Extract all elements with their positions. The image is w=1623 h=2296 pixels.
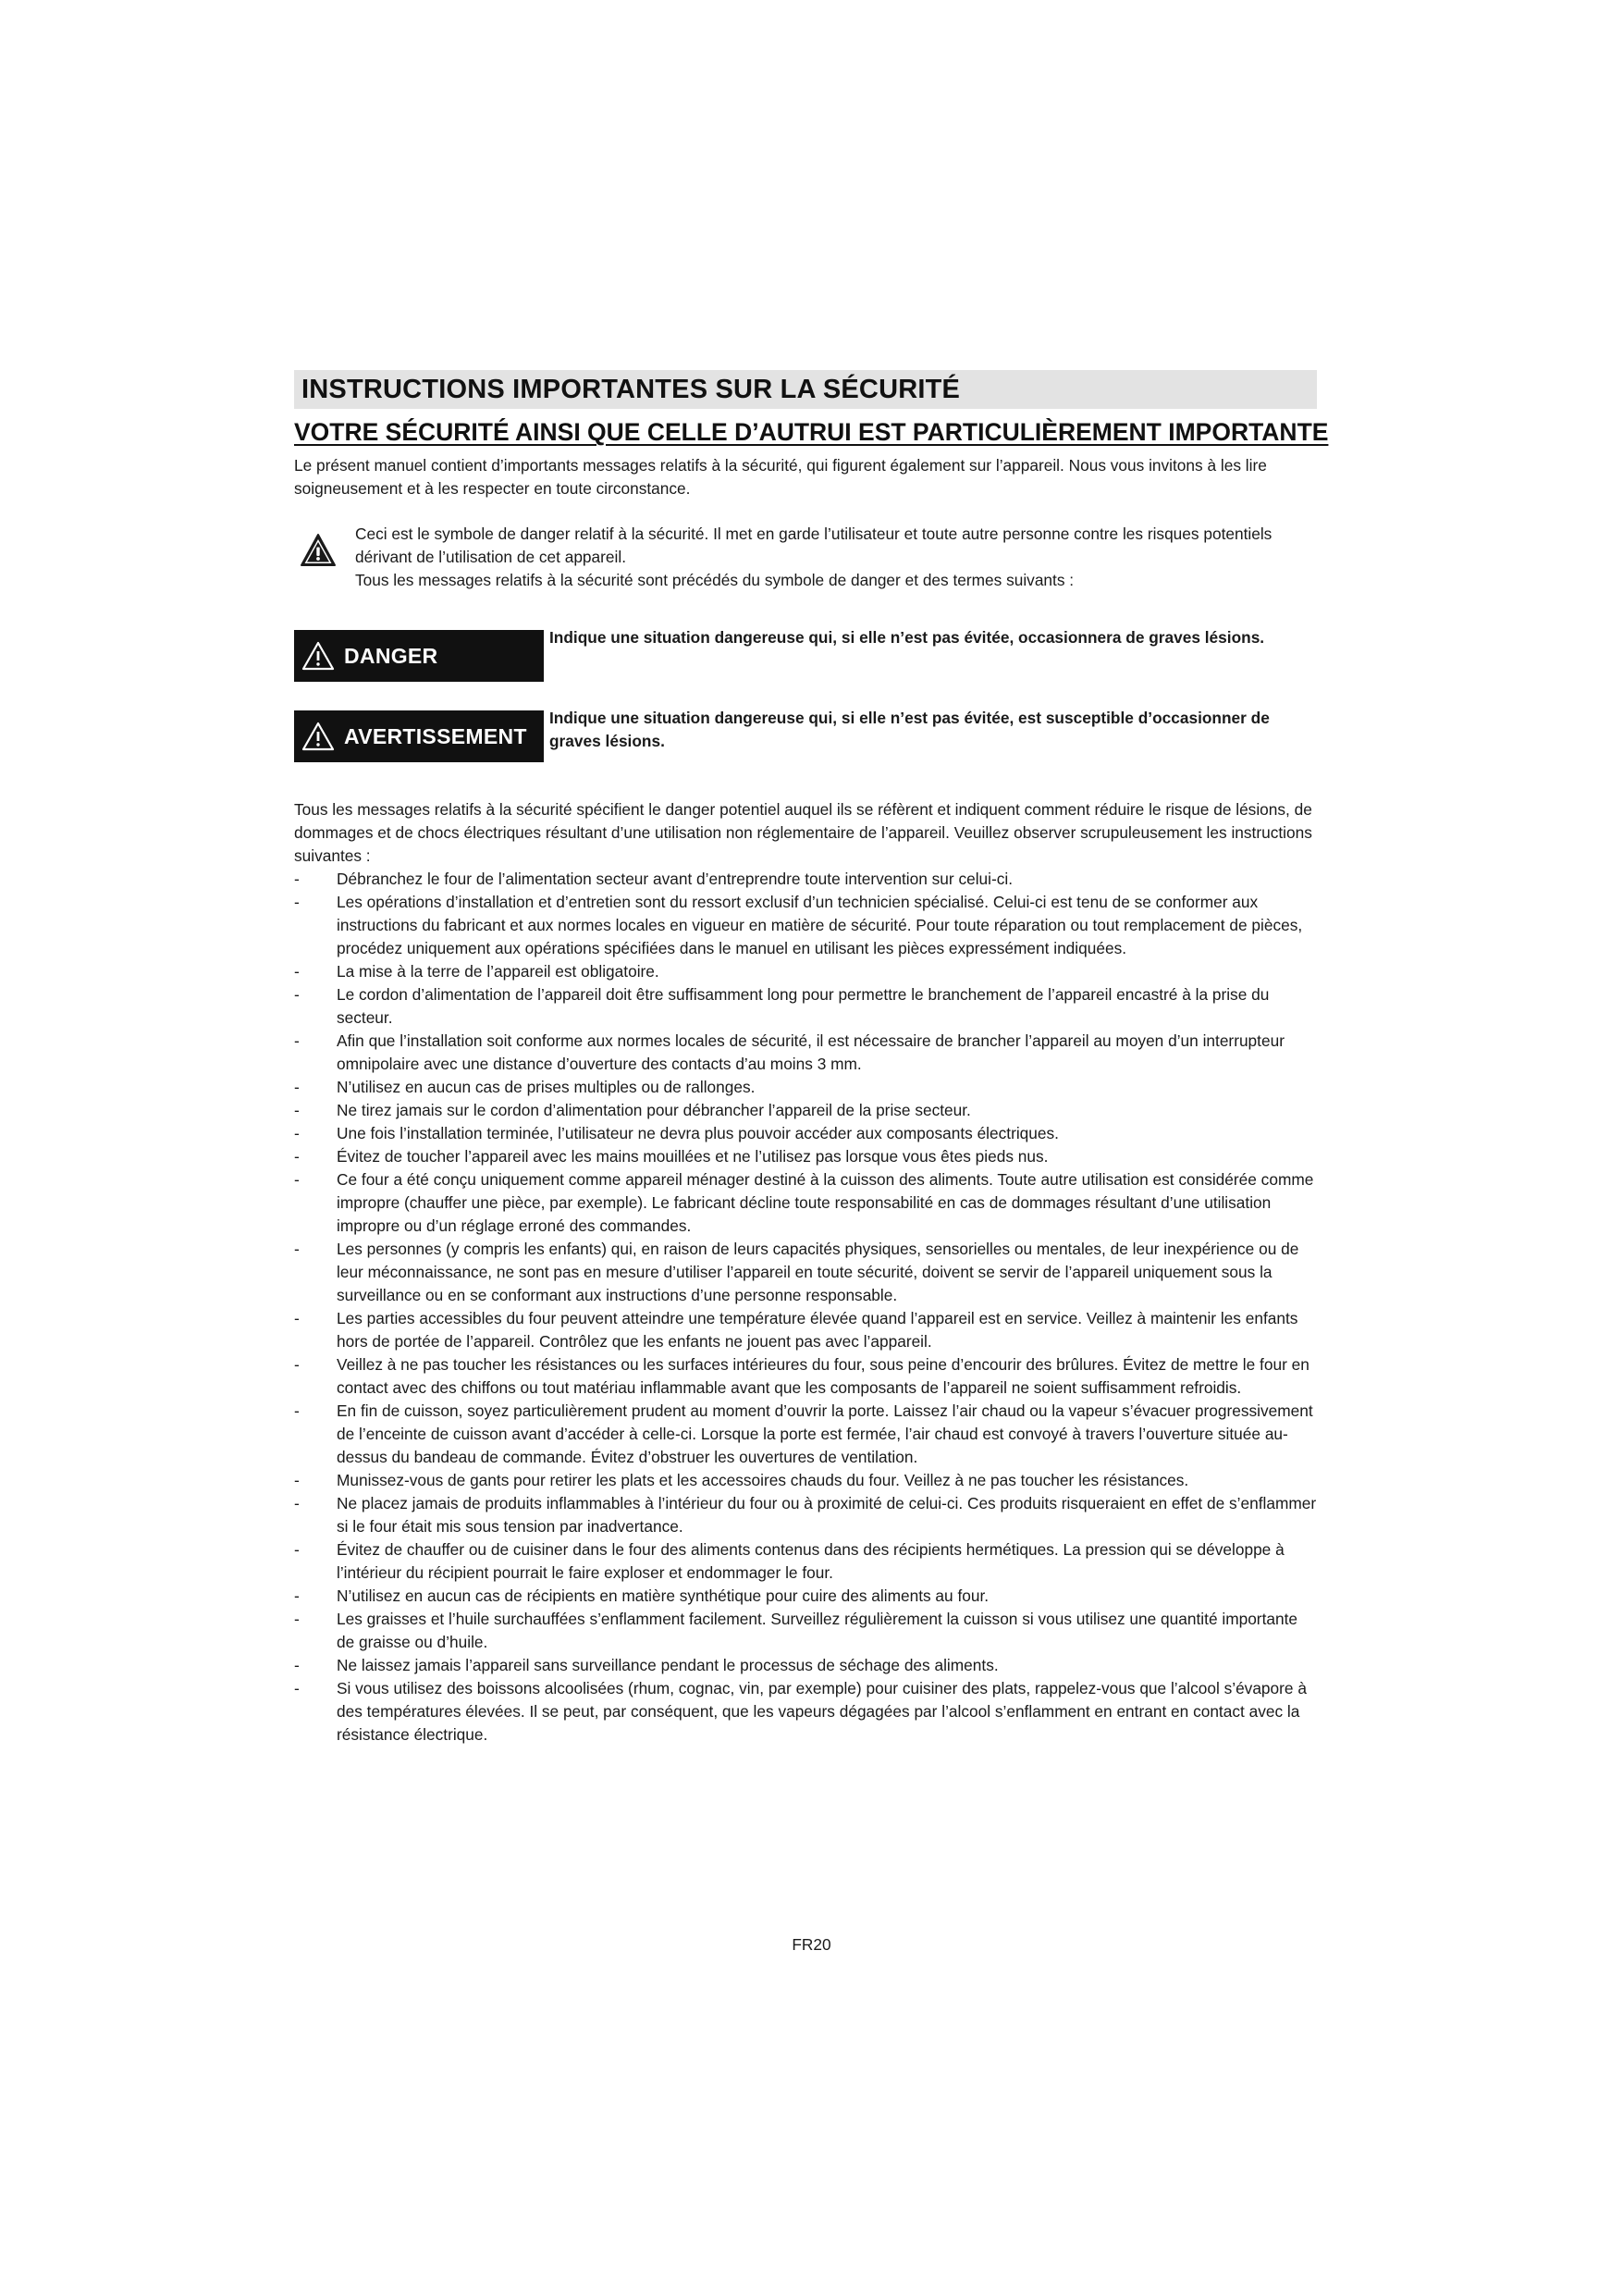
list-item: - N’utilisez en aucun cas de récipients en matière synthétique pour cuire des aliments au four. xyxy=(294,1585,1317,1608)
danger-description: Indique une situation dangereuse qui, si elle n’est pas évitée, occasionnera de graves lésions. xyxy=(549,628,1265,647)
list-item: - Évitez de chauffer ou de cuisiner dans le four des aliments contenus dans des récipients hermétiques. La pression qui se développe à l’intérieur du récipient pourrait le faire exploser et endommager le four. xyxy=(294,1538,1317,1585)
document-page xyxy=(294,370,1329,1747)
list-item: - Les graisses et l’huile surchauffées s’enflamment facilement. Surveillez régulièrement la cuisson si vous utilisez une quantité importante de graisse ou d’huile. xyxy=(294,1608,1317,1654)
list-item: - Les parties accessibles du four peuvent atteindre une température élevée quand l’appareil est en service. Veillez à maintenir les enfants hors de portée de l’appareil. Contrôlez que les enfants ne jouent pas avec l’appareil. xyxy=(294,1307,1317,1353)
list-item: - Munissez-vous de gants pour retirer les plats et les accessoires chauds du four. Veillez à ne pas toucher les résistances. xyxy=(294,1469,1317,1492)
list-item: - Débranchez le four de l’alimentation secteur avant d’entreprendre toute intervention sur celui-ci. xyxy=(294,868,1317,891)
list-item: - N’utilisez en aucun cas de prises multiples ou de rallonges. xyxy=(294,1076,1317,1099)
warning-triangle-icon xyxy=(300,532,337,569)
list-item: - Les personnes (y compris les enfants) qui, en raison de leurs capacités physiques, sensorielles ou mentales, de leur inexpérience ou de leur méconnaissance, ne sont pas en mesure d’utiliser l’appareil en toute sécurité, doivent se servir de l’appareil uniquement sous la surveillance ou en se conformant aux instructions d’une personne responsable. xyxy=(294,1238,1317,1307)
list-item: - La mise à la terre de l’appareil est obligatoire. xyxy=(294,960,1317,983)
list-item: - Si vous utilisez des boissons alcoolisées (rhum, cognac, vin, par exemple) pour cuisiner des plats, rappelez-vous que l’alcool s’évapore à des températures élevées. Il se peut, par conséquent, que les vapeurs dégagées par l’alcool s’enflamment en entrant en contact avec la résistance électrique. xyxy=(294,1677,1317,1747)
safety-symbol-block xyxy=(294,525,1317,602)
instructions-intro: Tous les messages relatifs à la sécurité spécifient le danger potentiel auquel ils se réfèrent et indiquent comment réduire le risque de lésions, de dommages et de chocs électriques résultant d’une utilisation non réglementaire de l’appareil. Veuillez observer scrupuleusement les instructions suivantes : xyxy=(294,800,1312,865)
list-item: - Ne laissez jamais l’appareil sans surveillance pendant le processus de séchage des aliments. xyxy=(294,1654,1317,1677)
danger-signal-row xyxy=(294,630,1317,685)
warning-triangle-icon xyxy=(301,641,335,671)
list-item: - Le cordon d’alimentation de l’appareil doit être suffisamment long pour permettre le branchement de l’appareil encastré à la prise du secteur. xyxy=(294,983,1317,1030)
safety-symbol-line-1: Ceci est le symbole de danger relatif à la sécurité. Il met en garde l’utilisateur et toute autre personne contre les risques potentiels dérivant de l’utilisation de cet appareil. xyxy=(355,525,1273,566)
list-item: - En fin de cuisson, soyez particulièrement prudent au moment d’ouvrir la porte. Laissez l’air chaud ou la vapeur s’évacuer progressivement de l’enceinte de cuisson avant d’accéder à celle-ci. Lorsque la porte est fermée, l’air chaud est convoyé à travers l’ouverture située au-dessus du bandeau de commande. Évitez d’obstruer les ouvertures de ventilation. xyxy=(294,1400,1317,1469)
page-title: INSTRUCTIONS IMPORTANTES SUR LA SÉCURITÉ xyxy=(294,370,1317,409)
list-item: - Les opérations d’installation et d’entretien sont du ressort exclusif d’un technicien spécialisé. Celui-ci est tenu de se conformer aux instructions du fabricant et aux normes locales en vigueur en matière de sécurité. Pour toute réparation ou tout remplacement de pièces, procédez uniquement aux opérations spécifiées dans le manuel en utilisant les pièces expressément indiquées. xyxy=(294,891,1317,960)
danger-label: DANGER xyxy=(344,643,438,668)
warning-badge xyxy=(294,710,544,762)
danger-badge xyxy=(294,630,544,682)
instructions-list xyxy=(294,868,1317,1747)
list-item: - Une fois l’installation terminée, l’utilisateur ne devra plus pouvoir accéder aux composants électriques. xyxy=(294,1122,1317,1145)
safety-symbol-line-2: Tous les messages relatifs à la sécurité sont précédés du symbole de danger et des termes suivants : xyxy=(355,571,1075,589)
page-number: FR20 xyxy=(792,1935,831,1954)
list-item: - Veillez à ne pas toucher les résistances ou les surfaces intérieures du four, sous peine d’encourir des brûlures. Évitez de mettre le four en contact avec des chiffons ou tout matériau inflammable avant que les composants de l’appareil ne soient suffisamment refroidis. xyxy=(294,1353,1317,1400)
warning-signal-row xyxy=(294,710,1317,766)
list-item: - Ce four a été conçu uniquement comme appareil ménager destiné à la cuisson des aliments. Toute autre utilisation est considérée comme impropre (chauffer une pièce, par exemple). Le fabricant décline toute responsabilité en cas de dommages résultant d’une utilisation impropre ou d’un réglage erroné des commandes. xyxy=(294,1168,1317,1238)
safety-symbol-description xyxy=(355,523,1317,592)
list-item: - Ne tirez jamais sur le cordon d’alimentation pour débrancher l’appareil de la prise secteur. xyxy=(294,1099,1317,1122)
intro-paragraph: Le présent manuel contient d’importants messages relatifs à la sécurité, qui figurent également sur l’appareil. Nous vous invitons à les lire soigneusement et à les respecter en toute circonstance. xyxy=(294,456,1267,498)
page-subtitle: VOTRE SÉCURITÉ AINSI QUE CELLE D’AUTRUI EST PARTICULIÈREMENT IMPORTANTE xyxy=(294,418,1329,446)
warning-label: AVERTISSEMENT xyxy=(344,723,527,748)
warning-description: Indique une situation dangereuse qui, si elle n’est pas évitée, est susceptible d’occasionner de graves lésions. xyxy=(549,709,1270,750)
list-item: - Afin que l’installation soit conforme aux normes locales de sécurité, il est nécessaire de brancher l’appareil au moyen d’un interrupteur omnipolaire avec une distance d’ouverture des contacts d’au moins 3 mm. xyxy=(294,1030,1317,1076)
list-item: - Évitez de toucher l’appareil avec les mains mouillées et ne l’utilisez pas lorsque vous êtes pieds nus. xyxy=(294,1145,1317,1168)
list-item: - Ne placez jamais de produits inflammables à l’intérieur du four ou à proximité de celui-ci. Ces produits risqueraient en effet de s’enflammer si le four était mis sous tension par inadvertance. xyxy=(294,1492,1317,1538)
warning-triangle-icon xyxy=(301,722,335,751)
